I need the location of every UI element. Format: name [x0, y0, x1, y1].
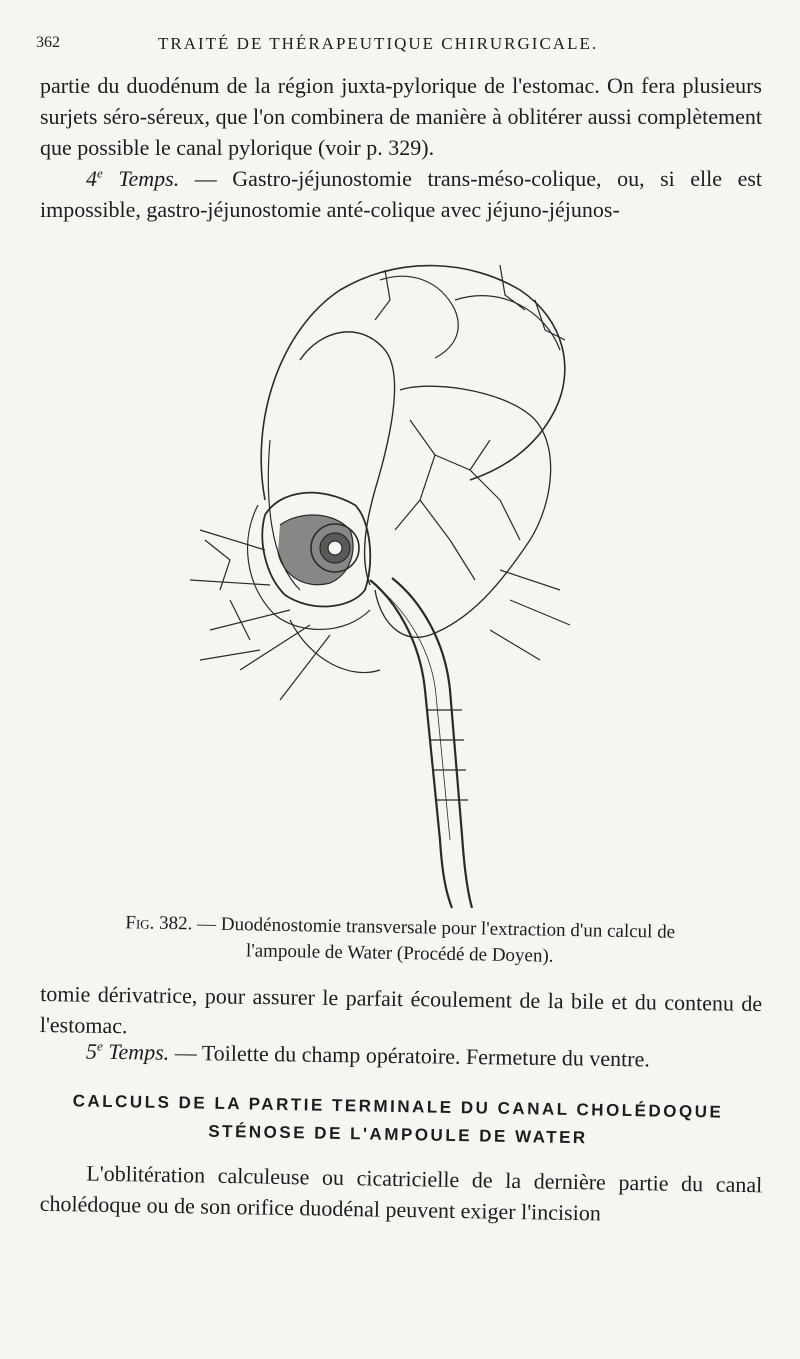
page-number: 362 — [36, 34, 60, 51]
step-ordinal: e — [97, 165, 103, 181]
figure-caption — [120, 910, 681, 972]
step-text: — Gastro-jéjunostomie trans-méso-colique, ou, si elle est impossible, gastro-jéjunostomie anté-colique avec jéjuno-jéjunos- — [40, 166, 763, 222]
figure-label: Fig. 382. — [125, 912, 193, 935]
step-text: — Toilette du champ opératoire. Fermeture du ventre. — [169, 1039, 651, 1072]
anatomical-illustration — [170, 240, 610, 910]
paragraph-text: partie du duodénum de la région juxta-pylorique de l'estomac. On fera plusieurs surjets séro-séreux, que l'on combinera de manière à oblitérer aussi complètement que possible le canal pylorique (voir p. 329). — [40, 73, 762, 160]
step-number: 4 — [86, 166, 97, 191]
running-title: TRAITÉ DE THÉRAPEUTIQUE CHIRURGICALE. — [158, 34, 599, 53]
step-label: Temps. — [108, 1038, 170, 1065]
step-number: 5 — [85, 1038, 98, 1064]
running-header — [36, 32, 760, 58]
body-paragraph — [40, 70, 762, 225]
paragraph-text: tomie dérivatrice, pour assurer le parfait écoulement de la bile et du contenu de l'estomac. — [39, 980, 763, 1039]
step-label: Temps. — [118, 166, 180, 191]
section-heading: CALCULS DE LA PARTIE TERMINALE DU CANAL CHOLÉDOQUE — [72, 1091, 724, 1122]
caption-text: — Duodénostomie transversale pour l'extraction d'un calcul de l'ampoule de Water (Procédé de Doyen). — [192, 913, 676, 967]
body-paragraph — [40, 1157, 763, 1232]
step-ordinal: e — [96, 1038, 103, 1054]
paragraph-text: L'oblitération calculeuse ou cicatricielle de la dernière partie du canal cholédoque ou de son orifice duodénal peuvent exiger l'incision — [39, 1160, 763, 1226]
section-subheading: STÉNOSE DE L'AMPOULE DE WATER — [208, 1121, 588, 1148]
